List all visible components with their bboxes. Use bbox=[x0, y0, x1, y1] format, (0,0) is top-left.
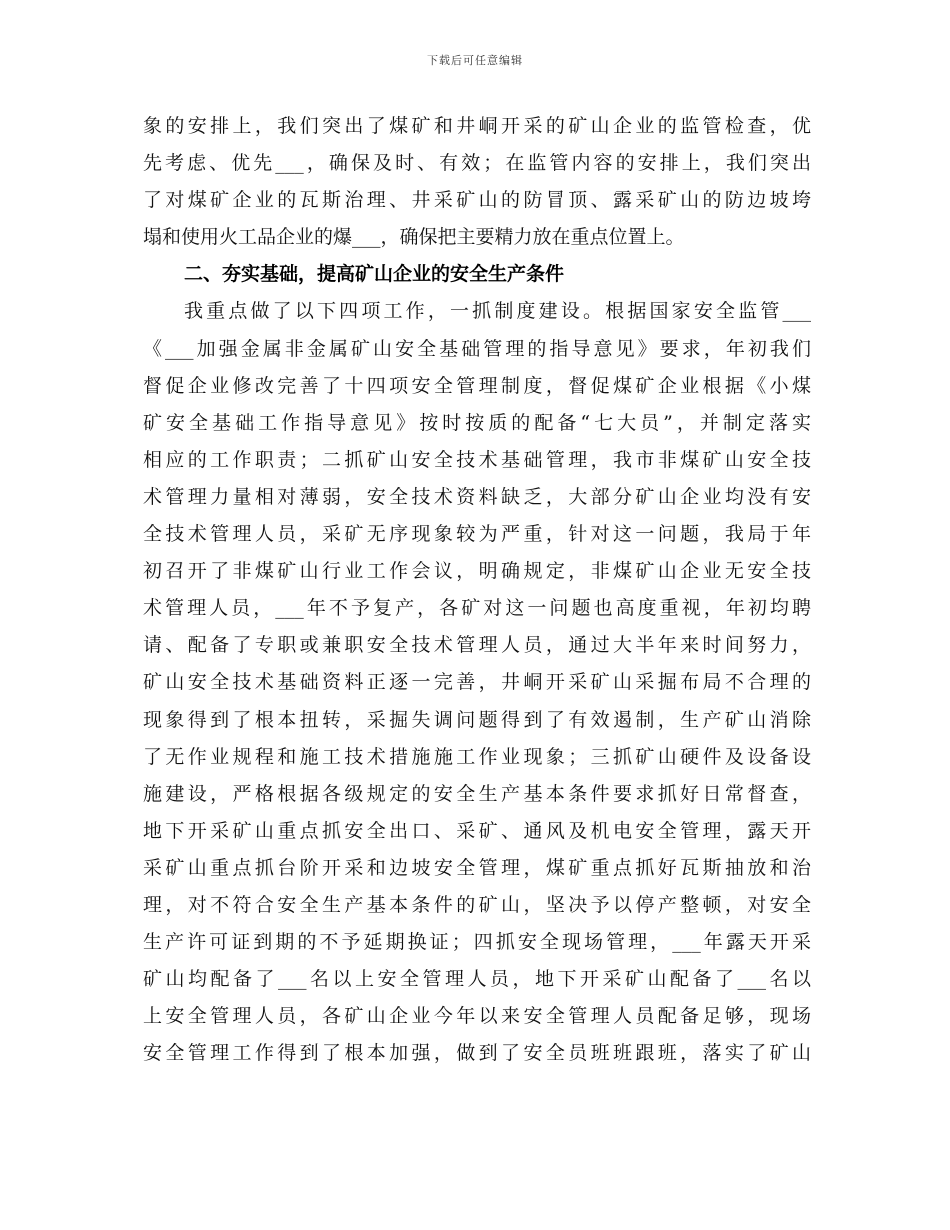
text-line: 现象得到了根本扭转，采掘失调问题得到了有效遏制，生产矿山消除 bbox=[143, 708, 811, 731]
text-line: 督促企业修改完善了十四项安全管理制度，督促煤矿企业根据《小煤 bbox=[143, 374, 811, 397]
text-line: 术管理人员，___年不予复产，各矿对这一问题也高度重视，年初均聘 bbox=[143, 597, 811, 620]
text-line: 了对煤矿企业的瓦斯治理、井采矿山的防冒顶、露采矿山的防边坡垮 bbox=[143, 189, 811, 212]
text-line: 相应的工作职责；二抓矿山安全技术基础管理，我市非煤矿山安全技 bbox=[143, 448, 811, 471]
text-line: 先考虑、优先___，确保及时、有效；在监管内容的安排上，我们突出 bbox=[143, 152, 811, 175]
text-line: 地下开采矿山重点抓安全出口、采矿、通风及机电安全管理，露天开 bbox=[143, 819, 811, 842]
text-line: 矿安全基础工作指导意见》按时按质的配备“七大员”，并制定落实 bbox=[143, 411, 811, 434]
text-line: 理，对不符合安全生产基本条件的矿山，坚决予以停产整顿，对安全 bbox=[143, 893, 811, 916]
document-body bbox=[143, 108, 811, 1072]
text-line: 矿山安全技术基础资料正逐一完善，井峒开采矿山采掘布局不合理的 bbox=[143, 671, 811, 694]
text-line: 术管理力量相对薄弱，安全技术资料缺乏，大部分矿山企业均没有安 bbox=[143, 485, 811, 508]
text-line: 我重点做了以下四项工作，一抓制度建设。根据国家安全监管___ bbox=[184, 300, 811, 323]
text-line: 生产许可证到期的不予延期换证；四抓安全现场管理，___年露天开采 bbox=[143, 931, 811, 954]
text-line: 安全管理工作得到了根本加强，做到了安全员班班跟班，落实了矿山 bbox=[143, 1042, 811, 1065]
text-line: 塌和使用火工品企业的爆___，确保把主要精力放在重点位置上。 bbox=[143, 226, 685, 249]
text-line: 《___加强金属非金属矿山安全基础管理的指导意见》要求，年初我们 bbox=[143, 337, 811, 360]
page-header: 下载后可任意编辑 bbox=[427, 54, 523, 67]
text-line: 上安全管理人员，各矿山企业今年以来安全管理人员配备足够，现场 bbox=[143, 1005, 811, 1028]
text-line: 初召开了非煤矿山行业工作会议，明确规定，非煤矿山企业无安全技 bbox=[143, 560, 811, 583]
text-line: 矿山均配备了___名以上安全管理人员，地下开采矿山配备了___名以 bbox=[143, 968, 811, 991]
text-line: 象的安排上，我们突出了煤矿和井峒开采的矿山企业的监管检查，优 bbox=[143, 115, 811, 137]
text-line: 施建设，严格根据各级规定的安全生产基本条件要求抓好日常督查， bbox=[143, 782, 811, 805]
text-line: 采矿山重点抓台阶开采和边坡安全管理，煤矿重点抓好瓦斯抽放和治 bbox=[143, 856, 811, 879]
text-line: 请、配备了专职或兼职安全技术管理人员，通过大半年来时间努力， bbox=[143, 634, 811, 657]
paragraph-2 bbox=[143, 293, 811, 1072]
section-heading: 二、夯实基础，提高矿山企业的安全生产条件 bbox=[184, 263, 565, 286]
text-line: 全技术管理人员，采矿无序现象较为严重，针对这一问题，我局于年 bbox=[143, 523, 811, 546]
paragraph-1 bbox=[143, 108, 811, 256]
text-line: 了无作业规程和施工技术措施施工作业现象；三抓矿山硬件及设备设 bbox=[143, 745, 811, 768]
